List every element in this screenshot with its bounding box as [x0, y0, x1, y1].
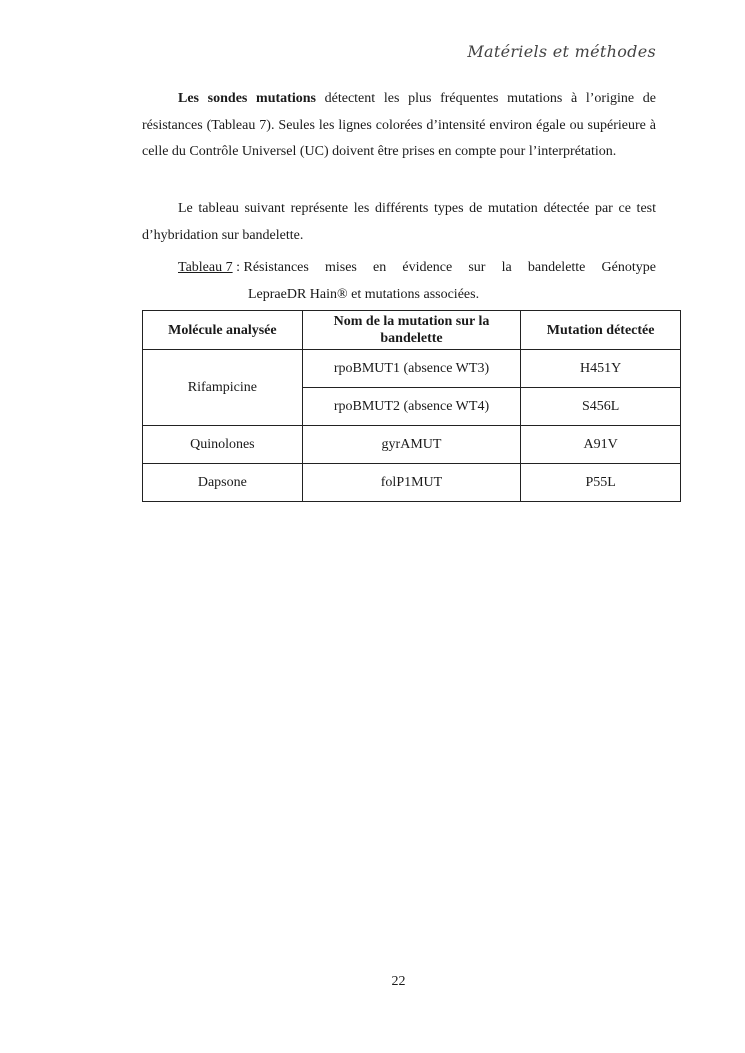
- caption-line-2: LepraeDR Hain® et mutations associées.: [248, 287, 480, 302]
- header-molecule: Molécule analysée: [143, 311, 303, 350]
- cell-molecule: Dapsone: [143, 464, 303, 502]
- paragraph-probes: [142, 86, 656, 166]
- paragraph-text: Le tableau suivant représente les différents types de mutation détectée par ce test d’hybridation sur bandelette.: [142, 201, 656, 243]
- cell-molecule: Rifampicine: [143, 350, 303, 426]
- cell-mutation: rpoBMUT2 (absence WT4): [302, 388, 521, 426]
- cell-detected: S456L: [521, 388, 681, 426]
- caption-separator: :: [232, 260, 244, 275]
- table-row: [143, 426, 681, 464]
- running-header: Matériels et méthodes: [467, 42, 656, 61]
- caption-line-1: Résistances mises en évidence sur la bandelette Génotype: [243, 260, 656, 275]
- cell-detected: H451Y: [521, 350, 681, 388]
- table-row: [143, 464, 681, 502]
- cell-detected: P55L: [521, 464, 681, 502]
- header-mutation-name: Nom de la mutation sur la bandelette: [302, 311, 521, 350]
- paragraph-table-intro: [142, 196, 656, 249]
- table-caption: [178, 254, 656, 308]
- cell-detected: A91V: [521, 426, 681, 464]
- paragraph-bold-lead: Les sondes mutations: [178, 91, 316, 106]
- table-header-row: [143, 311, 681, 350]
- cell-mutation: folP1MUT: [302, 464, 521, 502]
- cell-mutation: rpoBMUT1 (absence WT3): [302, 350, 521, 388]
- table-row: [143, 350, 681, 388]
- paragraph-text: détectent les plus fréquentes mutations à l’origine de résistances (Tableau 7). Seules les lignes colorées d’intensité environ égale ou supérieure à celle du Contrôle Universel (UC) doivent être prises en compte pour l’interprétation.: [142, 91, 656, 159]
- page-number: 22: [391, 974, 406, 989]
- cell-mutation: gyrAMUT: [302, 426, 521, 464]
- resistance-table: [142, 310, 681, 502]
- cell-molecule: Quinolones: [143, 426, 303, 464]
- caption-label: Tableau 7: [178, 260, 233, 275]
- header-detected-mutation: Mutation détectée: [521, 311, 681, 350]
